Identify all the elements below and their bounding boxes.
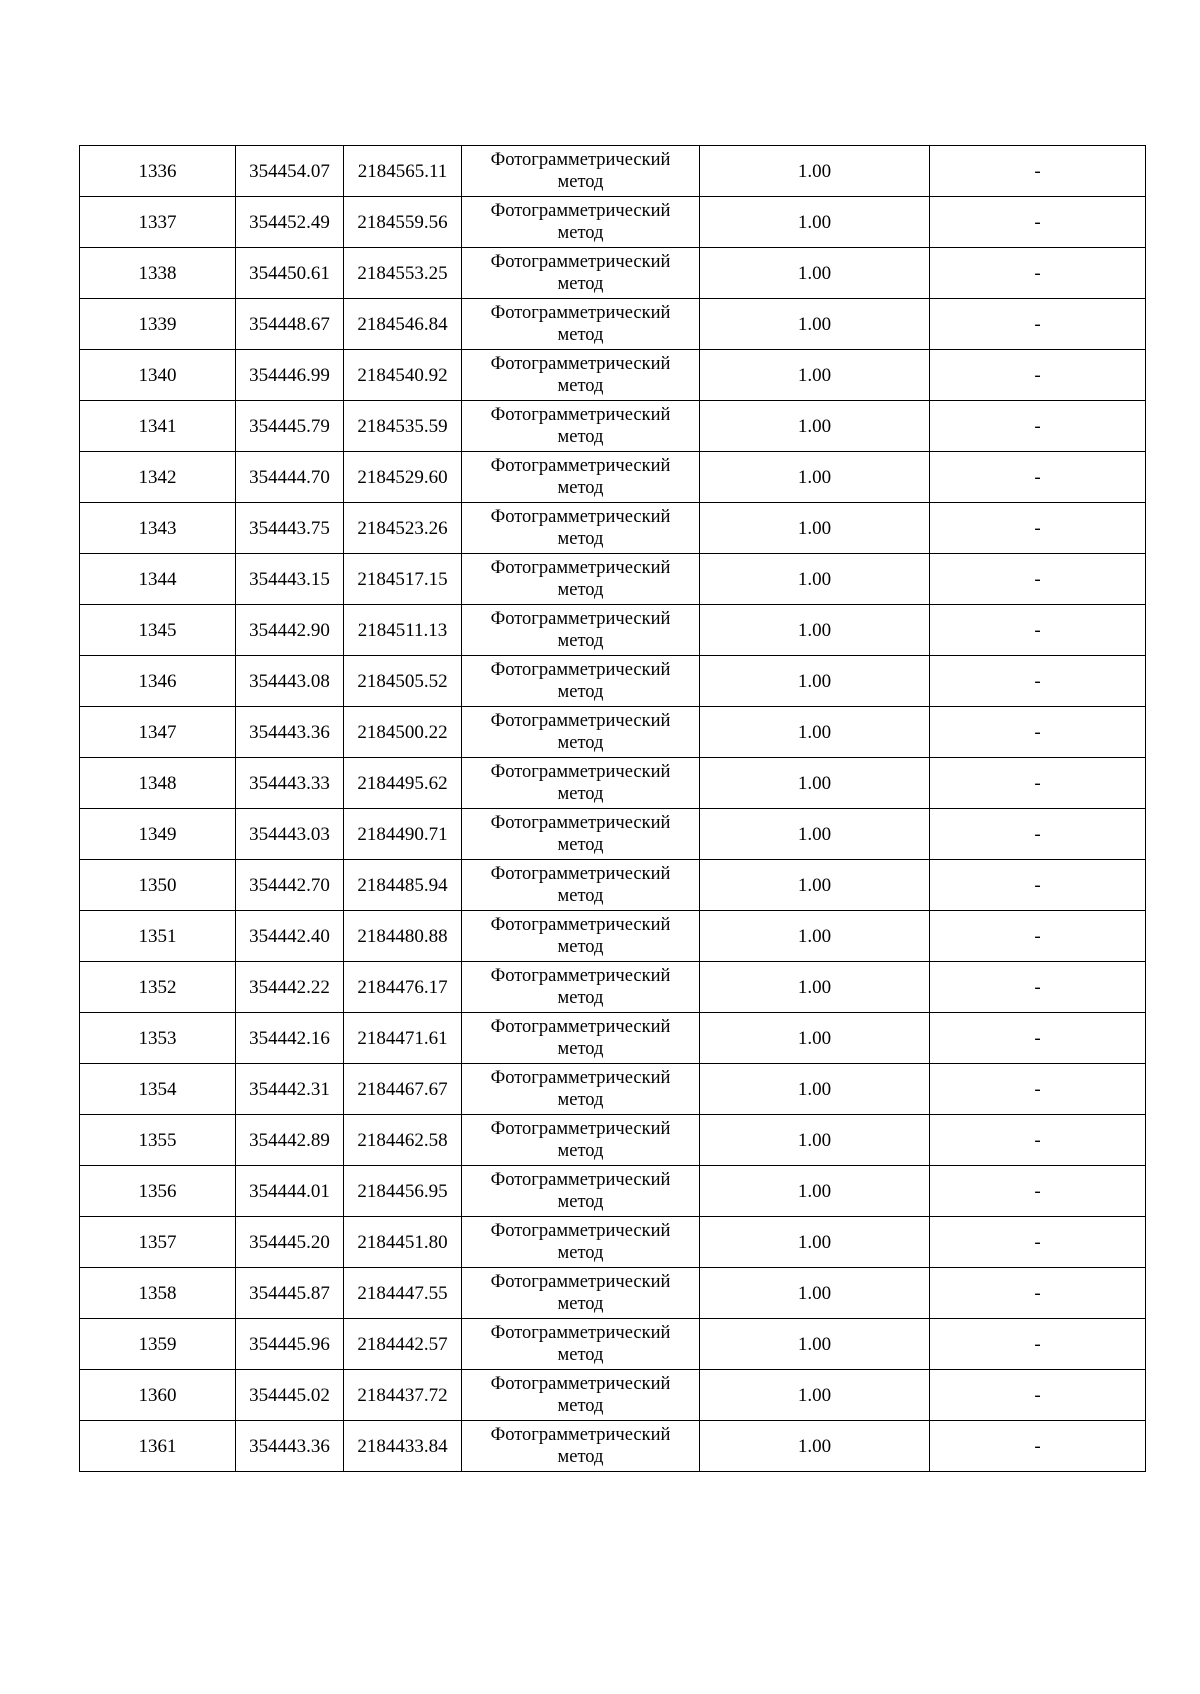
accuracy-cell: 1.00 — [700, 911, 930, 962]
method-cell — [462, 605, 700, 656]
method-line-2: метод — [557, 274, 604, 294]
method-line-2: метод — [557, 376, 604, 396]
note-cell: - — [930, 1421, 1146, 1472]
point-number-cell: 1336 — [80, 146, 236, 197]
table-row — [80, 656, 1146, 707]
note-cell: - — [930, 452, 1146, 503]
note-cell: - — [930, 1268, 1146, 1319]
method-cell — [462, 350, 700, 401]
method-cell — [462, 758, 700, 809]
point-number-cell: 1358 — [80, 1268, 236, 1319]
y-coordinate-cell: 2184505.52 — [344, 656, 462, 707]
y-coordinate-cell: 2184546.84 — [344, 299, 462, 350]
note-cell: - — [930, 401, 1146, 452]
method-cell — [462, 911, 700, 962]
y-coordinate-cell: 2184471.61 — [344, 1013, 462, 1064]
table-row — [80, 1064, 1146, 1115]
accuracy-cell: 1.00 — [700, 758, 930, 809]
method-line-1: Фотограмметрический — [490, 150, 671, 170]
table-row — [80, 860, 1146, 911]
point-number-cell: 1357 — [80, 1217, 236, 1268]
accuracy-cell: 1.00 — [700, 248, 930, 299]
x-coordinate-cell: 354442.89 — [236, 1115, 344, 1166]
method-line-1: Фотограмметрический — [490, 1272, 671, 1292]
note-cell: - — [930, 350, 1146, 401]
point-number-cell: 1340 — [80, 350, 236, 401]
table-row — [80, 503, 1146, 554]
x-coordinate-cell: 354446.99 — [236, 350, 344, 401]
method-line-1: Фотограмметрический — [490, 303, 671, 323]
note-cell: - — [930, 248, 1146, 299]
method-line-2: метод — [557, 580, 604, 600]
note-cell: - — [930, 962, 1146, 1013]
y-coordinate-cell: 2184553.25 — [344, 248, 462, 299]
x-coordinate-cell: 354452.49 — [236, 197, 344, 248]
y-coordinate-cell: 2184442.57 — [344, 1319, 462, 1370]
x-coordinate-cell: 354442.70 — [236, 860, 344, 911]
method-line-1: Фотограмметрический — [490, 1323, 671, 1343]
table-row — [80, 248, 1146, 299]
method-line-2: метод — [557, 1039, 604, 1059]
y-coordinate-cell: 2184511.13 — [344, 605, 462, 656]
method-cell — [462, 1064, 700, 1115]
method-cell — [462, 809, 700, 860]
coordinates-table — [79, 145, 1146, 1472]
point-number-cell: 1351 — [80, 911, 236, 962]
accuracy-cell: 1.00 — [700, 605, 930, 656]
table-row — [80, 707, 1146, 758]
coordinates-table-body — [80, 146, 1146, 1472]
x-coordinate-cell: 354450.61 — [236, 248, 344, 299]
y-coordinate-cell: 2184433.84 — [344, 1421, 462, 1472]
method-cell — [462, 197, 700, 248]
accuracy-cell: 1.00 — [700, 707, 930, 758]
method-cell — [462, 1217, 700, 1268]
y-coordinate-cell: 2184540.92 — [344, 350, 462, 401]
accuracy-cell: 1.00 — [700, 1013, 930, 1064]
x-coordinate-cell: 354443.36 — [236, 1421, 344, 1472]
point-number-cell: 1343 — [80, 503, 236, 554]
method-line-2: метод — [557, 1192, 604, 1212]
point-number-cell: 1352 — [80, 962, 236, 1013]
method-line-1: Фотограмметрический — [490, 1374, 671, 1394]
x-coordinate-cell: 354442.40 — [236, 911, 344, 962]
accuracy-cell: 1.00 — [700, 656, 930, 707]
table-row — [80, 1421, 1146, 1472]
method-cell — [462, 1421, 700, 1472]
method-cell — [462, 452, 700, 503]
y-coordinate-cell: 2184480.88 — [344, 911, 462, 962]
y-coordinate-cell: 2184529.60 — [344, 452, 462, 503]
y-coordinate-cell: 2184447.55 — [344, 1268, 462, 1319]
table-row — [80, 299, 1146, 350]
point-number-cell: 1355 — [80, 1115, 236, 1166]
x-coordinate-cell: 354445.20 — [236, 1217, 344, 1268]
x-coordinate-cell: 354448.67 — [236, 299, 344, 350]
method-cell — [462, 146, 700, 197]
note-cell: - — [930, 1370, 1146, 1421]
method-line-1: Фотограмметрический — [490, 864, 671, 884]
accuracy-cell: 1.00 — [700, 1268, 930, 1319]
method-line-1: Фотограмметрический — [490, 966, 671, 986]
point-number-cell: 1353 — [80, 1013, 236, 1064]
table-row — [80, 962, 1146, 1013]
method-line-1: Фотограмметрический — [490, 252, 671, 272]
note-cell: - — [930, 809, 1146, 860]
point-number-cell: 1354 — [80, 1064, 236, 1115]
x-coordinate-cell: 354443.33 — [236, 758, 344, 809]
method-line-2: метод — [557, 733, 604, 753]
note-cell: - — [930, 758, 1146, 809]
accuracy-cell: 1.00 — [700, 860, 930, 911]
method-line-2: метод — [557, 1396, 604, 1416]
method-line-1: Фотограмметрический — [490, 1068, 671, 1088]
method-line-1: Фотограмметрический — [490, 456, 671, 476]
method-cell — [462, 1115, 700, 1166]
accuracy-cell: 1.00 — [700, 962, 930, 1013]
note-cell: - — [930, 1013, 1146, 1064]
y-coordinate-cell: 2184565.11 — [344, 146, 462, 197]
method-cell — [462, 962, 700, 1013]
accuracy-cell: 1.00 — [700, 197, 930, 248]
table-row — [80, 197, 1146, 248]
table-row — [80, 758, 1146, 809]
note-cell: - — [930, 1115, 1146, 1166]
method-line-1: Фотограмметрический — [490, 354, 671, 374]
method-line-1: Фотограмметрический — [490, 762, 671, 782]
method-line-2: метод — [557, 988, 604, 1008]
note-cell: - — [930, 911, 1146, 962]
x-coordinate-cell: 354442.22 — [236, 962, 344, 1013]
point-number-cell: 1344 — [80, 554, 236, 605]
point-number-cell: 1341 — [80, 401, 236, 452]
accuracy-cell: 1.00 — [700, 1421, 930, 1472]
note-cell: - — [930, 1217, 1146, 1268]
x-coordinate-cell: 354443.03 — [236, 809, 344, 860]
method-line-2: метод — [557, 1090, 604, 1110]
table-row — [80, 1166, 1146, 1217]
method-line-2: метод — [557, 172, 604, 192]
accuracy-cell: 1.00 — [700, 146, 930, 197]
point-number-cell: 1361 — [80, 1421, 236, 1472]
table-row — [80, 1370, 1146, 1421]
point-number-cell: 1346 — [80, 656, 236, 707]
note-cell: - — [930, 605, 1146, 656]
x-coordinate-cell: 354444.01 — [236, 1166, 344, 1217]
method-cell — [462, 248, 700, 299]
method-line-2: метод — [557, 682, 604, 702]
method-line-1: Фотограмметрический — [490, 1017, 671, 1037]
x-coordinate-cell: 354442.31 — [236, 1064, 344, 1115]
table-row — [80, 554, 1146, 605]
table-row — [80, 809, 1146, 860]
x-coordinate-cell: 354443.75 — [236, 503, 344, 554]
method-cell — [462, 299, 700, 350]
method-line-2: метод — [557, 631, 604, 651]
note-cell: - — [930, 656, 1146, 707]
accuracy-cell: 1.00 — [700, 1217, 930, 1268]
method-line-2: метод — [557, 1345, 604, 1365]
method-cell — [462, 1319, 700, 1370]
note-cell: - — [930, 1319, 1146, 1370]
method-cell — [462, 707, 700, 758]
point-number-cell: 1356 — [80, 1166, 236, 1217]
method-line-2: метод — [557, 1243, 604, 1263]
point-number-cell: 1359 — [80, 1319, 236, 1370]
method-line-1: Фотограмметрический — [490, 915, 671, 935]
point-number-cell: 1337 — [80, 197, 236, 248]
x-coordinate-cell: 354445.87 — [236, 1268, 344, 1319]
method-line-2: метод — [557, 886, 604, 906]
method-line-1: Фотограмметрический — [490, 558, 671, 578]
method-cell — [462, 860, 700, 911]
method-line-2: метод — [557, 1447, 604, 1467]
note-cell: - — [930, 554, 1146, 605]
method-cell — [462, 503, 700, 554]
method-line-2: метод — [557, 529, 604, 549]
y-coordinate-cell: 2184523.26 — [344, 503, 462, 554]
method-cell — [462, 1370, 700, 1421]
method-cell — [462, 1013, 700, 1064]
accuracy-cell: 1.00 — [700, 1370, 930, 1421]
point-number-cell: 1342 — [80, 452, 236, 503]
accuracy-cell: 1.00 — [700, 1319, 930, 1370]
x-coordinate-cell: 354442.90 — [236, 605, 344, 656]
point-number-cell: 1339 — [80, 299, 236, 350]
method-line-2: метод — [557, 1141, 604, 1161]
note-cell: - — [930, 146, 1146, 197]
x-coordinate-cell: 354454.07 — [236, 146, 344, 197]
table-row — [80, 911, 1146, 962]
y-coordinate-cell: 2184451.80 — [344, 1217, 462, 1268]
method-cell — [462, 554, 700, 605]
method-line-1: Фотограмметрический — [490, 1425, 671, 1445]
x-coordinate-cell: 354443.08 — [236, 656, 344, 707]
accuracy-cell: 1.00 — [700, 452, 930, 503]
table-row — [80, 1115, 1146, 1166]
point-number-cell: 1345 — [80, 605, 236, 656]
table-row — [80, 401, 1146, 452]
point-number-cell: 1350 — [80, 860, 236, 911]
y-coordinate-cell: 2184437.72 — [344, 1370, 462, 1421]
accuracy-cell: 1.00 — [700, 1166, 930, 1217]
point-number-cell: 1348 — [80, 758, 236, 809]
table-row — [80, 1217, 1146, 1268]
table-row — [80, 1319, 1146, 1370]
table-row — [80, 1268, 1146, 1319]
table-row — [80, 605, 1146, 656]
method-line-1: Фотограмметрический — [490, 1221, 671, 1241]
method-cell — [462, 1268, 700, 1319]
accuracy-cell: 1.00 — [700, 809, 930, 860]
note-cell: - — [930, 1064, 1146, 1115]
method-line-1: Фотограмметрический — [490, 1119, 671, 1139]
y-coordinate-cell: 2184495.62 — [344, 758, 462, 809]
x-coordinate-cell: 354443.15 — [236, 554, 344, 605]
table-row — [80, 350, 1146, 401]
note-cell: - — [930, 503, 1146, 554]
x-coordinate-cell: 354443.36 — [236, 707, 344, 758]
point-number-cell: 1360 — [80, 1370, 236, 1421]
method-line-1: Фотограмметрический — [490, 507, 671, 527]
table-row — [80, 452, 1146, 503]
method-line-1: Фотограмметрический — [490, 1170, 671, 1190]
accuracy-cell: 1.00 — [700, 554, 930, 605]
accuracy-cell: 1.00 — [700, 1115, 930, 1166]
y-coordinate-cell: 2184500.22 — [344, 707, 462, 758]
y-coordinate-cell: 2184517.15 — [344, 554, 462, 605]
method-line-2: метод — [557, 478, 604, 498]
y-coordinate-cell: 2184456.95 — [344, 1166, 462, 1217]
method-line-1: Фотограмметрический — [490, 201, 671, 221]
accuracy-cell: 1.00 — [700, 401, 930, 452]
method-line-2: метод — [557, 325, 604, 345]
method-line-2: метод — [557, 427, 604, 447]
method-cell — [462, 1166, 700, 1217]
accuracy-cell: 1.00 — [700, 1064, 930, 1115]
x-coordinate-cell: 354445.96 — [236, 1319, 344, 1370]
method-line-2: метод — [557, 784, 604, 804]
y-coordinate-cell: 2184467.67 — [344, 1064, 462, 1115]
note-cell: - — [930, 197, 1146, 248]
y-coordinate-cell: 2184462.58 — [344, 1115, 462, 1166]
accuracy-cell: 1.00 — [700, 503, 930, 554]
table-row — [80, 1013, 1146, 1064]
method-line-1: Фотограмметрический — [490, 405, 671, 425]
method-line-1: Фотограмметрический — [490, 813, 671, 833]
method-line-2: метод — [557, 937, 604, 957]
x-coordinate-cell: 354445.79 — [236, 401, 344, 452]
method-line-1: Фотограмметрический — [490, 711, 671, 731]
x-coordinate-cell: 354444.70 — [236, 452, 344, 503]
note-cell: - — [930, 707, 1146, 758]
x-coordinate-cell: 354442.16 — [236, 1013, 344, 1064]
method-line-1: Фотограмметрический — [490, 609, 671, 629]
note-cell: - — [930, 299, 1146, 350]
y-coordinate-cell: 2184485.94 — [344, 860, 462, 911]
y-coordinate-cell: 2184490.71 — [344, 809, 462, 860]
method-line-2: метод — [557, 1294, 604, 1314]
point-number-cell: 1349 — [80, 809, 236, 860]
method-line-2: метод — [557, 835, 604, 855]
method-cell — [462, 401, 700, 452]
method-line-2: метод — [557, 223, 604, 243]
accuracy-cell: 1.00 — [700, 350, 930, 401]
y-coordinate-cell: 2184559.56 — [344, 197, 462, 248]
y-coordinate-cell: 2184476.17 — [344, 962, 462, 1013]
method-cell — [462, 656, 700, 707]
x-coordinate-cell: 354445.02 — [236, 1370, 344, 1421]
note-cell: - — [930, 1166, 1146, 1217]
accuracy-cell: 1.00 — [700, 299, 930, 350]
y-coordinate-cell: 2184535.59 — [344, 401, 462, 452]
note-cell: - — [930, 860, 1146, 911]
method-line-1: Фотограмметрический — [490, 660, 671, 680]
point-number-cell: 1347 — [80, 707, 236, 758]
table-row — [80, 146, 1146, 197]
point-number-cell: 1338 — [80, 248, 236, 299]
